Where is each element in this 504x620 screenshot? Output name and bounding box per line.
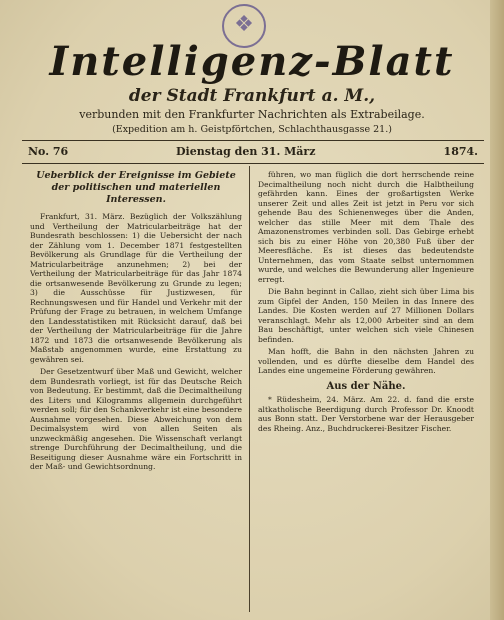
article-heading: Ueberblick der Ereignisse im Gebiete der politischen und materiellen Interessen. — [36, 170, 236, 205]
news-item: * Rüdesheim, 24. März. Am 22. d. fand die erste altkatholische Beerdigung durch Professor Dr. Knoodt aus Bonn statt. Der Verstorbene war der Herausgeber des Rheing. Anz., Buchdruckerei-Besitzer Fischer. — [258, 395, 474, 433]
masthead-subtitle: der Stadt Frankfurt a. M., — [128, 86, 376, 106]
issue-date: Dienstag den 31. März — [176, 145, 316, 158]
article-paragraph: Der Gesetzentwurf über Maß und Gewicht, welcher dem Bundesrath vorliegt, ist für das Deutsche Reich von Bedeutung. Er bestimmt, daß die Decimaltheilung des Liters und Kilogramms allgemein durchgeführt werden soll; für den Schankverkehr ist eine besondere Ausnahme vorgesehen. Diese Abweichung von dem Decimalsystem wird von allen Seiten als unzweckmäßig angesehen. Die Wissenschaft verlangt strenge Durchführung der Decimaltheilung, und die Beseitigung dieser Ausnahme wäre ein Fortschritt in der Maß- und Gewichtsordnung. — [30, 367, 242, 471]
dateline — [28, 145, 478, 161]
eagle-stamp-icon: ❖ — [222, 4, 266, 48]
rule-top — [22, 140, 484, 141]
article-paragraph: Die Bahn beginnt in Callao, zieht sich über Lima bis zum Gipfel der Anden, 150 Meilen in das Innere des Landes. Die Kosten werden auf 27 Millionen Dollars veranschlagt. Mehr als 12,000 Arbeiter sind an dem Bau beschäftigt, unter welchen sich viele Chinesen befinden. — [258, 287, 474, 344]
article-paragraph: führen, wo man füglich die dort herrschende reine Decimaltheilung noch nicht durch die Halbtheilung gefährden kann. Eines der großartigsten Werke unserer Zeit und alles Zeit ist jetzt in Peru vor sich gehende Bau des Schienenweges über die Anden, welcher das stille Meer mit dem Thale des Amazonenstromes verbinden soll. Das Gebirge erhebt sich bis zu einer Höhe von 20,380 Fuß über der Meeresfläche. Es ist dieses das bedeutendste Unternehmen, das vom Staate selbst unternommen wurde, und welches die Bewunderung aller Ingenieure erregt. — [258, 170, 474, 284]
issue-number: No. 76 — [28, 145, 69, 158]
left-column — [30, 170, 242, 610]
masthead-title: Intelligenz-Blatt — [49, 38, 455, 85]
rule-bottom — [22, 163, 484, 164]
issue-year: 1874. — [443, 145, 478, 158]
article-paragraph: Frankfurt, 31. März. Bezüglich der Volkszählung und Vertheilung der Matricularbeiträge hat der Bundesrath beschlossen: 1) die Uebersicht der nach der Zählung vom 1. December 1871 festgestellten Bevölkerung als Grundlage für die Vertheilung der Matricularbeiträge anzunehmen; 2) bei der Vertheilung der Matricularbeiträge für das Jahr 1874 die ortsanwesende Bevölkerung zu Grunde zu legen; 3) die Ausschüsse für Justizwesen, für Rechnungswesen und für Handel und Verkehr mit der Prüfung der Frage zu betrauen, in welchem Umfange den Landesstatistiken mit Rücksicht darauf, daß bei der Vertheilung der Matricularbeiträge für die Jahre 1872 und 1873 die ortsanwesende Bevölkerung als Maßstab angenommen wurde, eine Erstattung zu gewähren sei. — [30, 212, 242, 364]
right-column — [258, 170, 474, 610]
masthead-expedition: (Expedition am h. Geistpförtchen, Schlachthausgasse 21.) — [112, 124, 392, 135]
masthead-affiliation: verbunden mit den Frankfurter Nachrichten als Extrabeilage. — [79, 108, 425, 121]
column-divider — [249, 166, 250, 612]
page-edge — [490, 0, 504, 620]
section-heading: Aus der Nähe. — [326, 380, 406, 392]
article-paragraph: Man hofft, die Bahn in den nächsten Jahren zu vollenden, und es dürfte dieselbe dem Handel des Landes eine ungemeine Förderung gewähren. — [258, 347, 474, 375]
